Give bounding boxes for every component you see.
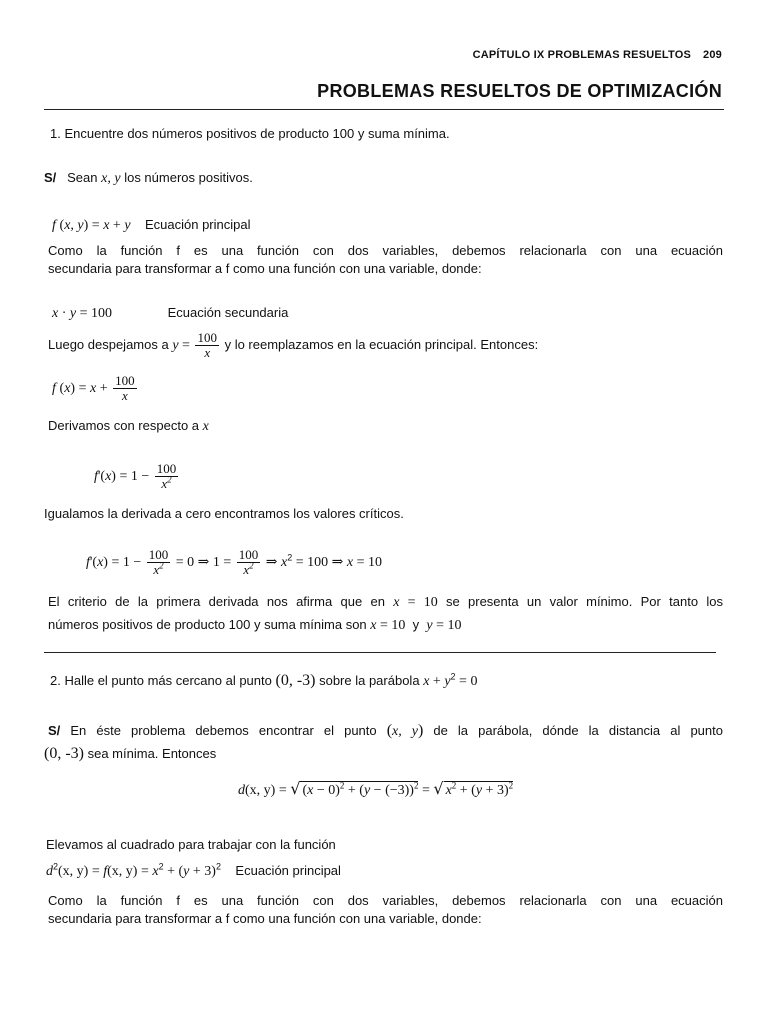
chapter-title: CAPÍTULO IX PROBLEMAS RESUELTOS xyxy=(472,49,692,61)
running-header xyxy=(473,46,722,64)
text: sea mínima. Entonces xyxy=(87,746,217,761)
solution-text: Sean xyxy=(67,170,98,185)
math-vars: x, y xyxy=(101,171,121,186)
eq-label: Ecuación secundaria xyxy=(167,305,289,320)
paragraph-line: secundaria para transformar a f como una función con una variable, donde: xyxy=(48,261,482,276)
paragraph-line: Como la función f es una función con dos variables, debemos relacionarla con una ecuación xyxy=(48,243,723,258)
eq-critical: f'(x) = 1 − $\frac{100}{x^2}$ = 0 ⇒ 1 = $\frac{100}{x^2}$ ⇒ $x^2 = 100$ ⇒ x = 10 xyxy=(86,547,383,577)
solution-label: S/ xyxy=(48,723,61,738)
eq-label: Ecuación principal xyxy=(235,863,341,878)
problem-separator xyxy=(44,652,716,653)
problem-1-solution-intro xyxy=(44,169,253,188)
eq-fx: f (x) = x + $\frac{100}{x}$ xyxy=(52,373,135,403)
problem-2-statement: 2. Halle el punto más cercano al punto (0, -3) sobre la parábola $x + y^2 = 0$ xyxy=(50,671,478,689)
text: El criterio de la primera derivada nos afirma que en xyxy=(48,594,385,609)
text: se presenta un valor mínimo. Por tanto los xyxy=(446,594,723,609)
text: sobre la parábola xyxy=(319,673,420,688)
solution-label: S/ xyxy=(44,170,57,185)
igualamos-line: Igualamos la derivada a cero encontramos los valores críticos. xyxy=(44,506,404,521)
title-rule xyxy=(44,109,724,110)
eq-principal-1: f (x, y) = x + y Ecuación principal xyxy=(52,217,251,233)
criterio-line-1: El criterio de la primera derivada nos afirma que en x = 10 se presenta un valor mínimo. Por tanto los xyxy=(48,594,723,610)
problem-1-statement: 1. Encuentre dos números positivos de producto 100 y suma mínima. xyxy=(50,126,450,141)
eq-principal-2: $d^2(x$, y) = f(x, $y) = x^2 + (y + 3)^2$ Ecuación principal xyxy=(46,861,341,879)
text: En éste problema debemos encontrar el punto xyxy=(70,723,377,738)
solution-text: los números positivos. xyxy=(124,170,253,185)
section-title: PROBLEMAS RESUELTOS DE OPTIMIZACIÓN xyxy=(317,81,722,101)
problem-2-solution-line-2: (0, -3) sea mínima. Entonces xyxy=(44,745,217,762)
criterio-line-2: números positivos de producto 100 y suma mínima son x = 10 y y = 10 xyxy=(48,617,462,633)
eq-distance: d(x, y) = √ $(x - 0)^2 + (y - (-3))^2$ = √ $x^2 + (y + 3)^2$ xyxy=(238,779,514,798)
text: y xyxy=(412,617,420,632)
elevamos-line: Elevamos al cuadrado para trabajar con la función xyxy=(46,837,336,852)
paragraph-line: secundaria para transformar a f como una función con una variable, donde: xyxy=(48,911,482,926)
text: de la parábola, dónde la distancia al punto xyxy=(433,723,723,738)
text: y lo reemplazamos en la ecuación principal. Entonces: xyxy=(224,336,539,352)
text: 2. Halle el punto más cercano al punto xyxy=(50,673,272,688)
despejamos-line: Luego despejamos a y = $\frac{100}{x}$ y lo reemplazamos en la ecuación principal. Entonces: xyxy=(48,330,539,360)
eq-label: Ecuación principal xyxy=(144,217,251,232)
text: Derivamos con respecto a xyxy=(48,418,200,433)
problem-2-solution-line-1: S/ En éste problema debemos encontrar el punto (x, y) de la parábola, dónde la distancia al punto xyxy=(48,722,723,739)
derivamos-line: Derivamos con respecto a x xyxy=(48,418,209,434)
text: Luego despejamos a xyxy=(48,336,169,352)
eq-derivative: f'(x) = 1 − $\frac{100}{x^2}$ xyxy=(94,461,177,491)
paragraph-line: Como la función f es una función con dos variables, debemos relacionarla con una ecuación xyxy=(48,893,723,908)
eq-secundaria-1: x · y = 100 Ecuación secundaria xyxy=(52,305,289,321)
page-number: 209 xyxy=(703,49,722,61)
text: números positivos de producto 100 y suma mínima son xyxy=(48,617,367,632)
